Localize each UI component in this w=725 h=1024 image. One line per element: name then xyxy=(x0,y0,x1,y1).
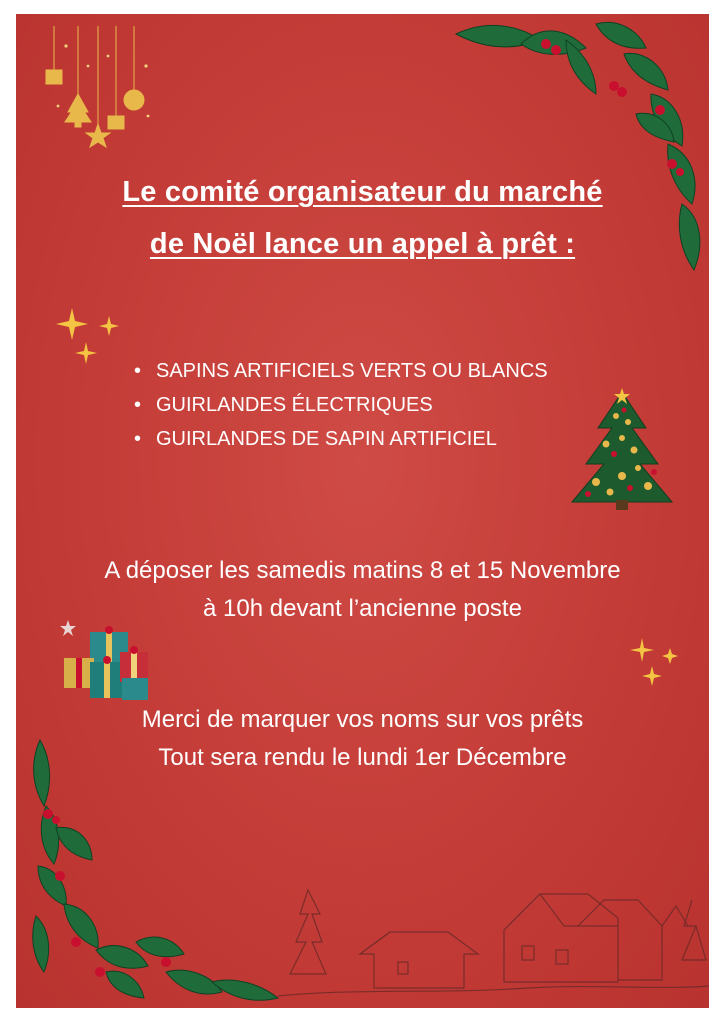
sparkle-icon xyxy=(54,306,124,366)
drop-off-date: A déposer les samedis matins 8 et 15 Novembre xyxy=(104,557,621,584)
drop-off-location: à 10h devant l’ancienne poste xyxy=(203,595,522,622)
list-item: • GUIRLANDES DE SAPIN ARTIFICIEL xyxy=(134,428,497,450)
poster xyxy=(16,14,709,1008)
village-sketch-icon xyxy=(278,870,709,1008)
name-marking-note: Merci de marquer vos noms sur vos prêts xyxy=(141,706,584,733)
return-date-note: Tout sera rendu le lundi 1er Décembre xyxy=(158,744,567,771)
page-title-line1: Le comité organisateur du marché xyxy=(122,176,603,208)
page-title-line2: de Noël lance un appel à prêt : xyxy=(149,228,576,260)
list-item: • GUIRLANDES ÉLECTRIQUES xyxy=(134,394,433,416)
list-item: • SAPINS ARTIFICIELS VERTS OU BLANCS xyxy=(134,360,548,382)
hanging-ornaments-icon xyxy=(38,26,158,151)
christmas-tree-icon xyxy=(566,388,678,512)
holly-icon xyxy=(16,736,286,1008)
sparkle-icon xyxy=(626,636,682,688)
gift-boxes-icon xyxy=(60,618,152,704)
loan-items-list xyxy=(134,358,548,460)
